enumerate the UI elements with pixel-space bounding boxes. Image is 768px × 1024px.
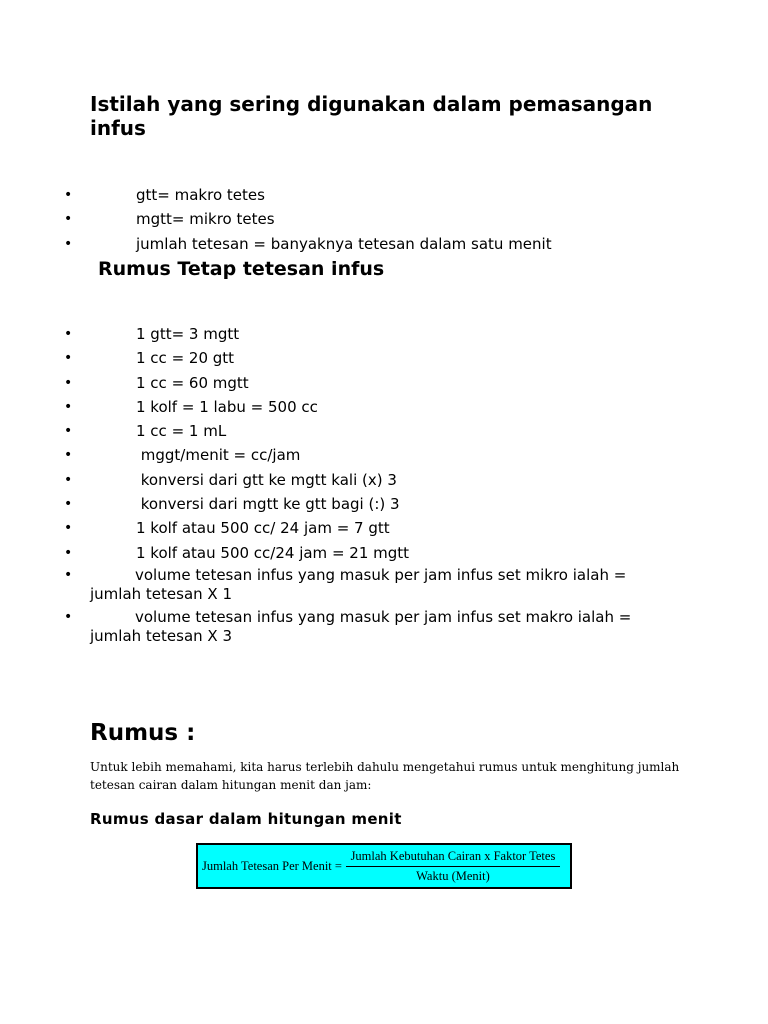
list-item: • 1 gtt= 3 mgtt [0, 322, 650, 346]
bullet-icon: • [64, 520, 73, 537]
list-item: • 1 cc = 20 gtt [0, 346, 650, 370]
list-item: • konversi dari mgtt ke gtt bagi (:) 3 [0, 492, 650, 516]
list-item: • 1 kolf atau 500 cc/ 24 jam = 7 gtt [0, 516, 650, 540]
bullet-icon: • [64, 211, 73, 228]
list-item: • mggt/menit = cc/jam [0, 443, 650, 467]
list-item: • 1 cc = 1 mL [0, 419, 650, 443]
list-item: • 1 kolf atau 500 cc/24 jam = 21 mgtt [0, 541, 650, 565]
formula-numerator: Jumlah Kebutuhan Cairan x Faktor Tetes [350, 848, 556, 863]
intro-paragraph: Untuk lebih memahami, kita harus terlebih dahulu mengetahui rumus untuk menghitung jumlah tetesan cairan dalam hitungan menit dan jam: [90, 760, 680, 792]
list-item: • 1 cc = 60 mgtt [0, 371, 650, 395]
bullet-icon: • [64, 235, 73, 252]
bullet-icon: • [64, 566, 73, 583]
bullet-icon: • [64, 608, 73, 625]
list-item: • volume tetesan infus yang masuk per jam infus set makro ialah = jumlah tetesan X 3 [64, 607, 632, 645]
bullet-icon: • [64, 423, 73, 440]
formula-lhs: Jumlah Tetesan Per Menit = [202, 858, 342, 873]
bullet-icon: • [64, 496, 73, 513]
bullet-icon: • [64, 544, 73, 561]
list-item: • volume tetesan infus yang masuk per jam infus set mikro ialah = jumlah tetesan X 1 [64, 565, 627, 603]
list-item: • konversi dari gtt ke mgtt kali (x) 3 [0, 468, 650, 492]
bullet-icon: • [64, 447, 73, 464]
bullet-icon: • [64, 374, 73, 391]
rumus-tetap-list [0, 322, 650, 650]
bullet-icon: • [64, 350, 73, 367]
bullet-icon: • [64, 471, 73, 488]
section-title-istilah: Istilah yang sering digunakan dalam pemasangan infus [90, 92, 653, 140]
document-page: Istilah yang sering digunakan dalam pemasangan infus • gtt= makro tetes • mgtt= mikro tetes • jumlah tetesan = banyaknya tetesan dalam satu menit Rumus Tetap tetesan infus • 1 gtt= 3 mgtt • 1 cc = 20 gtt • 1 cc = 60 mgtt • 1 kolf = 1 labu = 500 cc • 1 cc = 1 mL • mggt/menit = cc/jam • konversi dari gtt ke mgtt kali (x) 3 • konversi dari mgtt ke gtt bagi (:) 3 • 1 kolf atau 500 cc/ 24 jam = 7 gtt • 1 kolf atau 500 cc/24 jam = 21 mgtt • volume tetesan infus yang masuk per jam infus set mikro ialah = jumlah tetesan X 1 • volume tetesan infus yang masuk per jam infus set makro ialah = jumlah tetesan X 3 Rumus : Untuk lebih memahami, kita harus terlebih dahulu mengetahui rumus untuk menghitung jumlah tetesan cairan dalam hitungan menit dan jam: Rumus dasar dalam hitungan menit Jumlah Tetesan Per Menit = $\frac{\text{Jumlah Kebutuhan Cairan x Faktor Tetes}}{\text{Waktu (Menit)}}$ [0, 0, 768, 1024]
formula-box [196, 843, 572, 889]
section-title-rumus: Rumus : [90, 720, 196, 746]
list-item: • 1 kolf = 1 labu = 500 cc [0, 395, 650, 419]
formula-fraction [346, 849, 560, 884]
bullet-icon: • [64, 326, 73, 342]
section-title-rumus-tetap: Rumus Tetap tetesan infus [98, 258, 385, 280]
formula-denominator: Waktu (Menit) [416, 868, 490, 883]
subtitle-rumus-dasar: Rumus dasar dalam hitungan menit [90, 810, 402, 828]
bullet-icon: • [64, 187, 73, 203]
bullet-icon: • [64, 398, 73, 415]
